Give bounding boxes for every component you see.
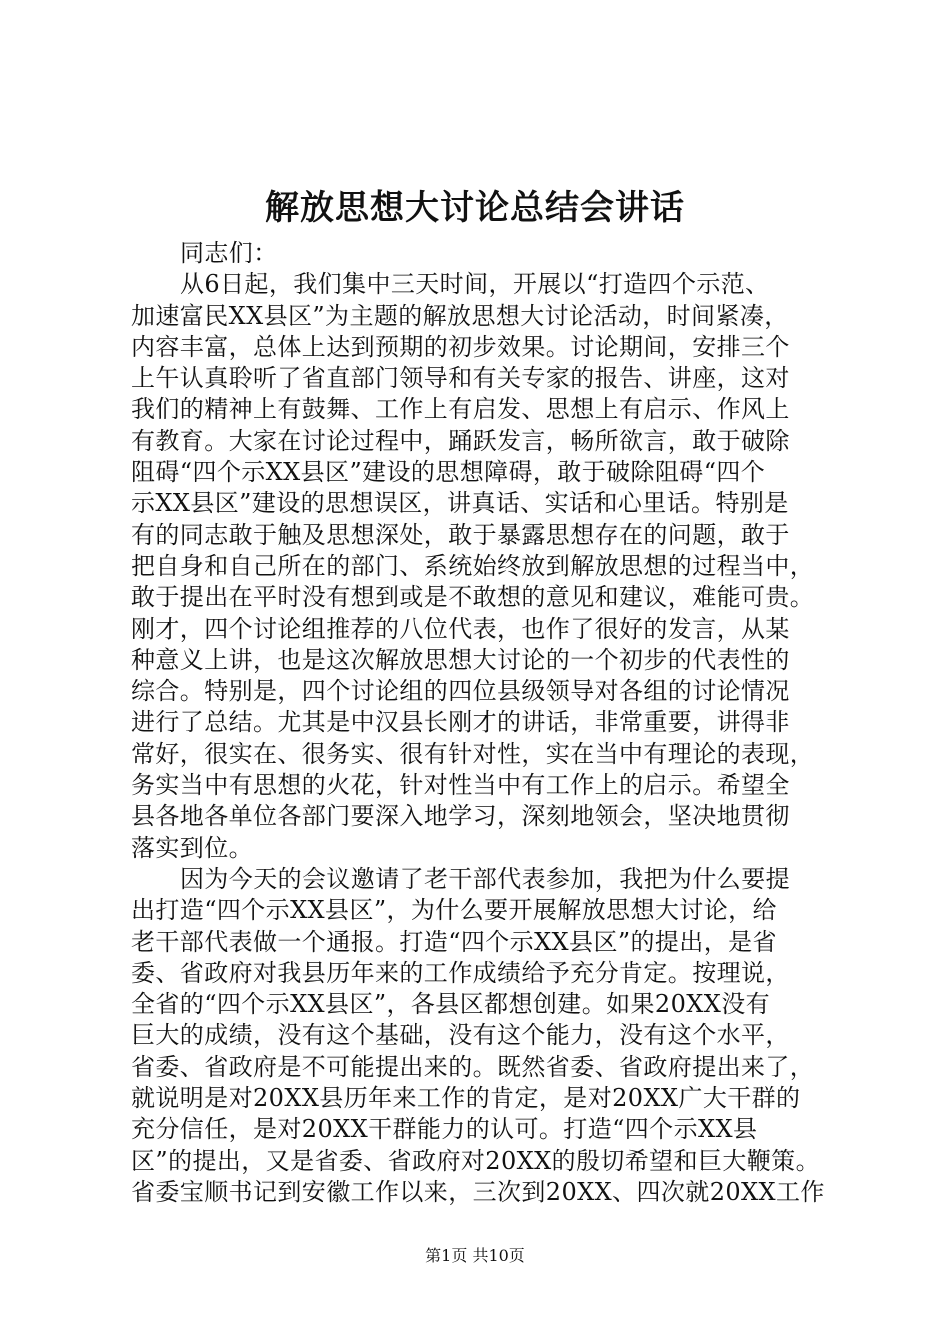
body-line: 省委宝顺书记到安徽工作以来，三次到20XX、四次就20XX工作: [131, 1177, 825, 1206]
body-line: 省委、省政府是不可能提出来的。既然省委、省政府提出来了，: [131, 1052, 815, 1081]
body-line: 我们的精神上有鼓舞、工作上有启发、思想上有启示、作风上: [131, 395, 790, 424]
body-line: 区”的提出，又是省委、省政府对20XX的殷切希望和巨大鞭策。: [131, 1146, 820, 1175]
body-line: 上午认真聆听了省直部门领导和有关专家的报告、讲座，这对: [131, 364, 790, 393]
page-footer: 第1页 共10页: [425, 1246, 525, 1265]
body-line: 充分信任，是对20XX干群能力的认可。打造“四个示XX县: [131, 1115, 758, 1144]
body-line: 示XX县区”建设的思想误区，讲真话、实话和心里话。特别是: [131, 489, 789, 518]
body-line: 加速富民XX县区”为主题的解放思想大讨论活动，时间紧凑，: [131, 301, 789, 330]
body-line: 从6日起，我们集中三天时间，开展以“打造四个示范、: [180, 270, 770, 299]
body-line: 有的同志敢于触及思想深处，敢于暴露思想存在的问题，敢于: [131, 520, 790, 549]
body-line: 就说明是对20XX县历年来工作的肯定，是对20XX广大干群的: [131, 1084, 801, 1113]
body-line: 委、省政府对我县历年来的工作成绩给予充分肯定。按理说，: [131, 958, 790, 987]
body-line: 老干部代表做一个通报。打造“四个示XX县区”的提出，是省: [131, 927, 777, 956]
body-line: 全省的“四个示XX县区”，各县区都想创建。如果20XX没有: [131, 990, 771, 1019]
body-line: 阻碍“四个示XX县区”建设的思想障碍，敢于破除阻碍“四个: [131, 458, 766, 487]
body-line: 综合。特别是，四个讨论组的四位县级领导对各组的讨论情况: [131, 677, 790, 706]
body-line: 出打造“四个示XX县区”，为什么要开展解放思想大讨论，给: [131, 896, 777, 925]
body-line: 县各地各单位各部门要深入地学习，深刻地领会，坚决地贯彻: [131, 802, 790, 831]
body-line: 把自身和自己所在的部门、系统始终放到解放思想的过程当中，: [131, 551, 815, 580]
body-line: 有教育。大家在讨论过程中，踊跃发言，畅所欲言，敢于破除: [131, 426, 790, 455]
body-line: 敢于提出在平时没有想到或是不敢想的意见和建议，难能可贵。: [131, 583, 815, 612]
body-line: 因为今天的会议邀请了老干部代表参加，我把为什么要提: [180, 864, 790, 893]
body-line: 落实到位。: [131, 833, 253, 862]
body-line: 种意义上讲，也是这次解放思想大讨论的一个初步的代表性的: [131, 645, 790, 674]
document-title: 解放思想大讨论总结会讲话: [265, 188, 685, 228]
body-line: 进行了总结。尤其是中汉县长刚才的讲话，非常重要，讲得非: [131, 708, 790, 737]
body-line: 同志们：: [180, 239, 278, 267]
body-line: 常好，很实在、很务实、很有针对性，实在当中有理论的表现，: [131, 739, 815, 768]
document-body: [131, 238, 831, 1208]
body-line: 务实当中有思想的火花，针对性当中有工作上的启示。希望全: [131, 771, 790, 800]
body-line: 内容丰富，总体上达到预期的初步效果。讨论期间，安排三个: [131, 332, 790, 361]
body-line: 巨大的成绩，没有这个基础，没有这个能力，没有这个水平，: [131, 1021, 790, 1050]
body-line: 刚才，四个讨论组推荐的八位代表，也作了很好的发言，从某: [131, 614, 790, 643]
